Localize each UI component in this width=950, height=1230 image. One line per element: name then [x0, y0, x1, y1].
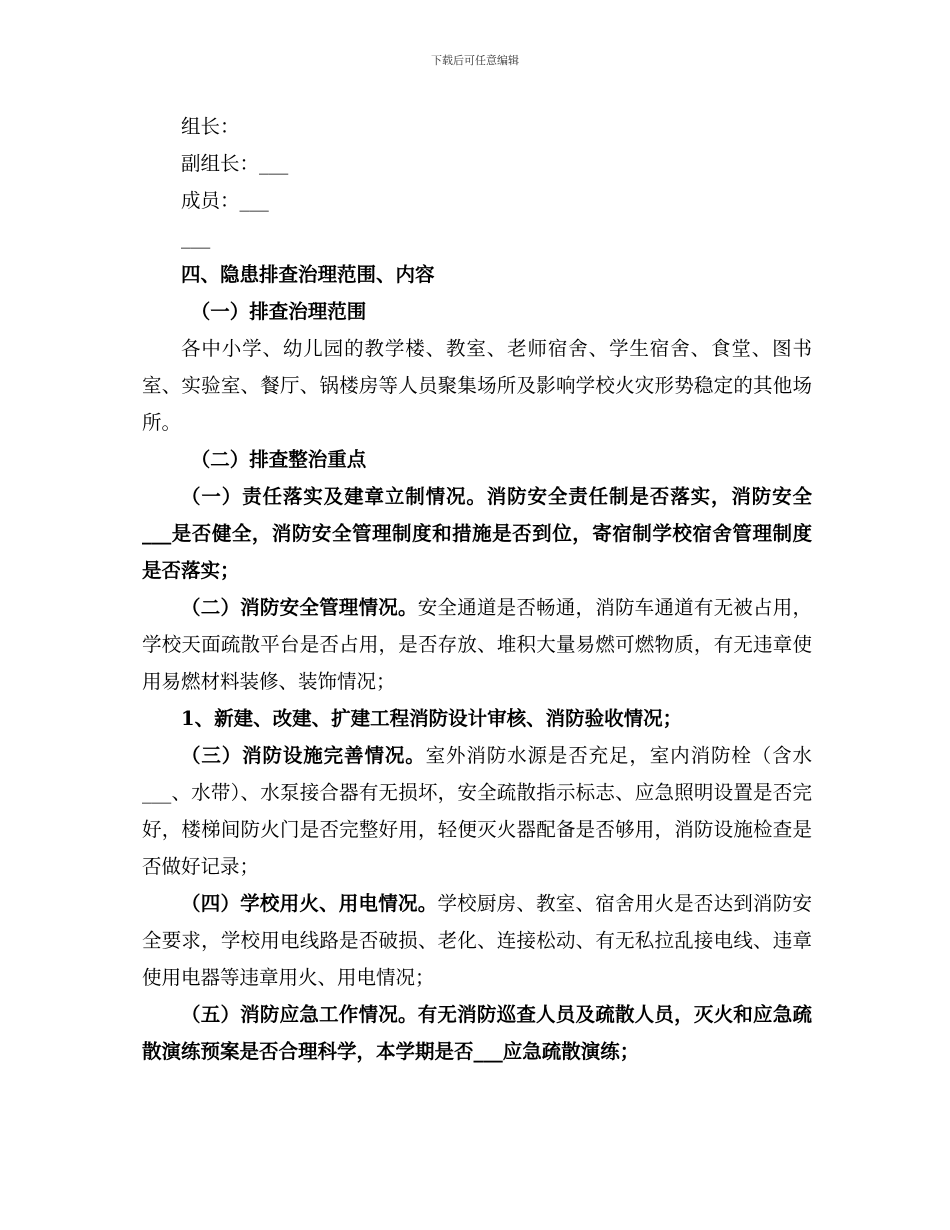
item-2-title: （二）消防安全管理情况。	[181, 596, 418, 619]
item-4-text: 学校厨房、教室、宿舍用火是否达到消防安全要求，学校用电线路是否破损、老化、连接松动、有无私拉乱接电线、违章使用电器等违章用火、用电情况；	[142, 892, 812, 989]
item-2-text: 安全通道是否畅通，消防车通道有无被占用，学校天面疏散平台是否占用，是否存放、堆积大量易燃可燃物质，有无违章使用易燃材料装修、装饰情况；	[142, 596, 812, 693]
members-line: 成员：___	[181, 189, 269, 212]
item-5-paragraph: （五）消防应急工作情况。有无消防巡查人员及疏散人员，灭火和应急疏散演练预案是否合理科学，本学期是否___应急疏散演练；	[142, 1003, 812, 1063]
document-body	[142, 108, 812, 1070]
blank-line: ___	[181, 226, 211, 249]
deputy-leader-line: 副组长：___	[181, 152, 289, 175]
section-4-heading: 四、隐患排查治理范围、内容	[181, 263, 435, 286]
subsection-1-heading: （一）排查治理范围	[190, 300, 367, 323]
item-1-paragraph: （一）责任落实及建章立制情况。消防安全责任制是否落实，消防安全___是否健全，消防安全管理制度和措施是否到位，寄宿制学校宿舍管理制度是否落实；	[142, 485, 812, 582]
item-3-title: （三）消防设施完善情况。	[181, 744, 426, 767]
page-header: 下载后可任意编辑	[431, 54, 519, 67]
item-4-paragraph	[142, 885, 812, 996]
item-4-title: （四）学校用火、用电情况。	[181, 892, 438, 915]
new-construction-paragraph: 1、新建、改建、扩建工程消防设计审核、消防验收情况；	[181, 707, 683, 730]
leader-line: 组长：	[181, 115, 240, 138]
scope-paragraph: 各中小学、幼儿园的教学楼、教室、老师宿舍、学生宿舍、食堂、图书室、实验室、餐厅、锅楼房等人员聚集场所及影响学校火灾形势稳定的其他场所。	[142, 337, 812, 434]
item-3-paragraph	[142, 737, 812, 885]
item-3-text: 室外消防水源是否充足，室内消防栓（含水___、水带）、水泵接合器有无损坏，安全疏散指示标志、应急照明设置是否完好，楼梯间防火门是否完整好用，轻便灭火器配备是否够用，消防设施检查是否做好记录；	[142, 744, 812, 878]
item-2-paragraph	[142, 589, 812, 700]
subsection-2-heading: （二）排查整治重点	[190, 448, 367, 471]
